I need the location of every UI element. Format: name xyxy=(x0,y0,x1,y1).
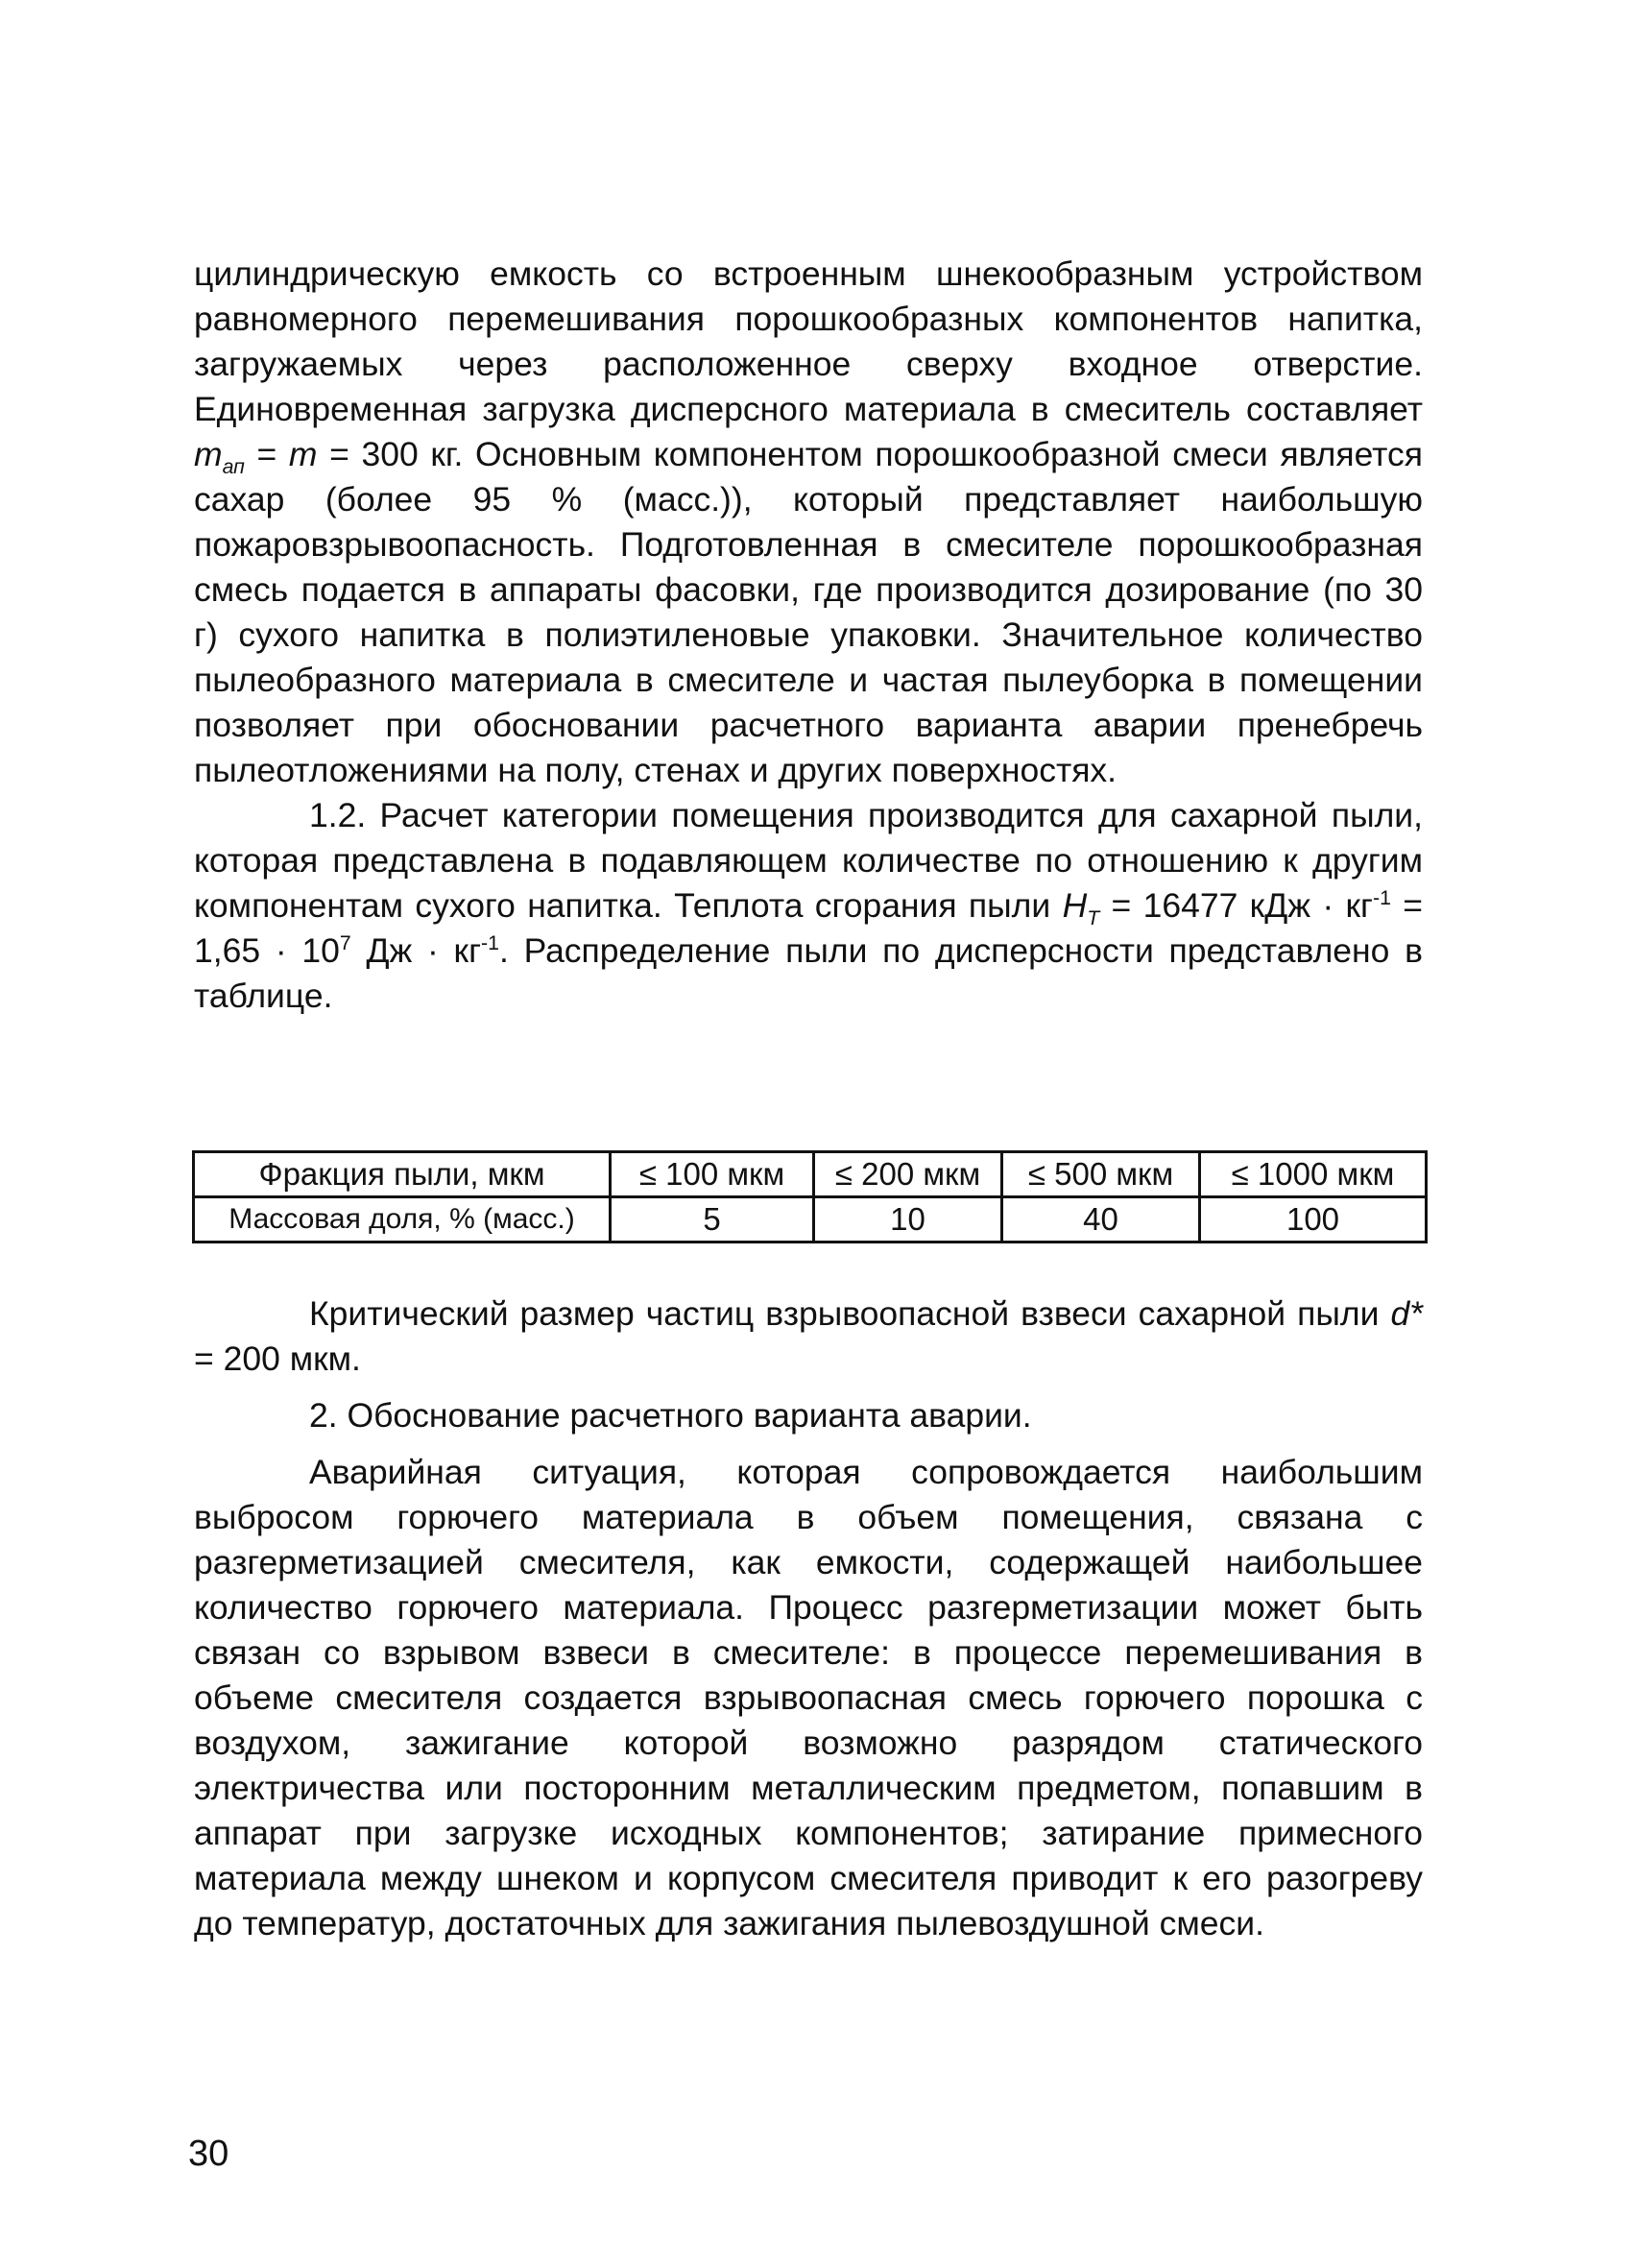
table-cell: 100 xyxy=(1200,1197,1427,1243)
dust-fraction-table xyxy=(192,1150,1428,1243)
text-run: = 200 мкм. xyxy=(194,1339,361,1378)
math-subscript: ап xyxy=(222,455,245,479)
math-symbol: H xyxy=(1062,886,1088,925)
math-superscript: -1 xyxy=(481,931,499,955)
text-run: 1.2. Расчет категории помещения производится для сахарной пыли, которая представлена в подавляющем количестве по отношению к другим компонентам сухого напитка. Теплота сгорания пыли xyxy=(194,796,1423,925)
math-subscript: T xyxy=(1087,906,1100,930)
paragraph-emergency-scenario: Аварийная ситуация, которая сопровождается наибольшим выбросом горючего материала в объем помещения, связана с разгерметизацией смесителя, как емкости, содержащей наибольшее количество горючего материала. Процесс разгерметизации может быть связан со взрывом взвеси в смесителе: в процессе перемешивания в объеме смесителя создается взрывоопасная смесь горючего порошка с воздухом, зажигание которой возможно разрядом статического электричества или посторонним металлическим предметом, попавшим в аппарат при загрузке исходных компонентов; затирание примесного материала между шнеком и корпусом смесителя приводит к его разогреву до температур, достаточных для зажигания пылевоздушной смеси. xyxy=(194,1453,1423,1942)
text-run: цилиндрическую емкость со встроенным шнекообразным устройством равномерного перемешивания порошкообразных компонентов напитка, загружаемых через расположенное сверху входное отверстие. Единовременная загрузка дисперсного материала в смеситель составляет xyxy=(194,254,1423,428)
table-row xyxy=(194,1197,1427,1243)
table-cell: Массовая доля, % (масс.) xyxy=(194,1197,611,1243)
math-superscript: -1 xyxy=(1372,886,1391,910)
table-header-cell: ≤ 200 мкм xyxy=(814,1152,1002,1197)
text-run: = 1,65 · 10 xyxy=(194,886,1423,970)
table-cell: 40 xyxy=(1002,1197,1200,1243)
text-run: = xyxy=(244,435,289,473)
math-symbol: m xyxy=(194,435,223,473)
table-header-cell: ≤ 500 мкм xyxy=(1002,1152,1200,1197)
section-heading-2: 2. Обоснование расчетного варианта аварии. xyxy=(309,1396,1032,1435)
table-header-cell: Фракция пыли, мкм xyxy=(194,1152,611,1197)
page-number: 30 xyxy=(188,2134,229,2174)
table-cell: 5 xyxy=(611,1197,814,1243)
text-run: = 16477 кДж · кг xyxy=(1099,886,1373,925)
paragraph-critical-size xyxy=(194,1291,1423,1382)
math-superscript: 7 xyxy=(339,931,351,955)
table-header-cell: ≤ 100 мкм xyxy=(611,1152,814,1197)
paragraph-mixer-description xyxy=(194,252,1423,793)
text-run: Критический размер частиц взрывоопасной взвеси сахарной пыли xyxy=(309,1294,1391,1333)
text-run: Дж · кг xyxy=(350,931,482,970)
text-run: = 300 кг. Основным компонентом порошкообразной смеси является сахар (более 95 % (масс.)), который представляет наибольшую пожаровзрывоопасность. Подготовленная в смесителе порошкообразная смесь подается в аппараты фасовки, где производится дозирование (по 30 г) сухого напитка в полиэтиленовые упаковки. Значительное количество пылеобразного материала в смесителе и частая пылеуборка в помещении позволяет при обосновании расчетного варианта аварии пренебречь пылеотложениями на полу, стенах и других поверхностях. xyxy=(194,435,1423,789)
body-text-top xyxy=(194,252,1423,1019)
math-symbol: d* xyxy=(1390,1294,1423,1333)
table-row xyxy=(194,1152,1427,1197)
text-run: . Распределение пыли по дисперсности представлено в таблице. xyxy=(194,931,1423,1015)
table-cell: 10 xyxy=(814,1197,1002,1243)
paragraph-1-2 xyxy=(194,793,1423,1019)
math-symbol: m xyxy=(288,435,318,473)
body-text-bottom xyxy=(194,1291,1423,1946)
table-header-cell: ≤ 1000 мкм xyxy=(1200,1152,1427,1197)
